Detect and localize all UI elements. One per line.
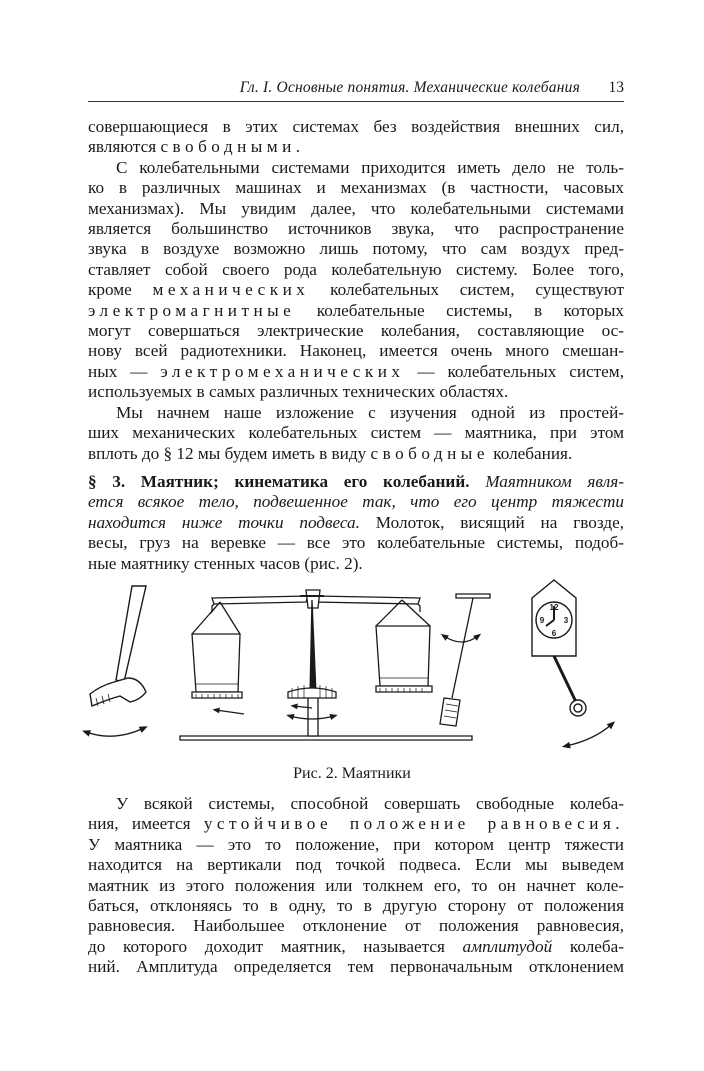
- clock-numeral: 3: [563, 616, 569, 625]
- clock-numeral: 9: [539, 616, 545, 625]
- chapter-title: Гл. I. Основные понятия. Механические колебания: [239, 79, 580, 96]
- text-line: вплоть до § 12 мы будем иметь в виду свободные колебания.: [88, 443, 573, 463]
- text-line: весы, груз на веревке — все это колебательные системы, подоб-: [88, 533, 624, 553]
- figure-caption: Рис. 2. Маятники: [293, 765, 411, 782]
- text-line: [88, 472, 624, 492]
- spaced-term: свободными.: [160, 137, 305, 157]
- paragraph: [88, 158, 624, 403]
- clock-numeral: 12: [549, 603, 559, 612]
- text-line: кроме механических колебательных систем, существуют: [88, 280, 624, 300]
- text-line: электромагнитные колебательные системы, в которых: [88, 300, 624, 320]
- clock-numeral: 6: [551, 629, 557, 638]
- text-line: находится на вертикали под точкой подвеса. Если мы выведем: [88, 855, 624, 875]
- text-line: до которого доходит маятник, называется амплитудой колеба-: [88, 936, 624, 956]
- definition-text: ется всякое тело, подвешенное так, что его центр тяжести: [88, 492, 624, 512]
- text-line: равновесия. Наибольшее отклонение от положения равновесия,: [88, 916, 624, 936]
- text-line: Мы начнем наше изложение с изучения одной из простей-: [116, 402, 624, 422]
- section-paragraph: [88, 472, 624, 574]
- section-heading: § 3. Маятник; кинематика его колебаний.: [88, 471, 470, 491]
- text-line: могут совершаться электрические колебания, составляющие ос-: [88, 321, 624, 341]
- spaced-term: механических: [152, 280, 310, 300]
- lower-text-block: [88, 794, 624, 978]
- hammer-pendulum: [86, 586, 146, 736]
- text-line: С колебательными системами приходится иметь дело не толь-: [116, 157, 624, 177]
- running-header: [88, 75, 624, 102]
- wall-clock: [532, 580, 612, 746]
- text-line: ний. Амплитуда определяется тем первоначальным отклонением: [88, 957, 624, 977]
- spaced-term: устойчивое положение равновесия.: [203, 814, 625, 834]
- text-line: механизмах). Мы увидим далее, что колебательными системами: [88, 198, 624, 218]
- definition-text: Маятником явля-: [485, 471, 625, 491]
- text-line: находится ниже точки подвеса. Молоток, висящий на гвозде,: [88, 512, 624, 532]
- weight-pendulum: [440, 594, 490, 726]
- text-line: звука в воздухе возможно лишь потому, что сам воздух пред-: [88, 239, 624, 259]
- definition-text: находится ниже точки подвеса.: [88, 512, 360, 532]
- text-line: ставляет собой своего рода колебательную систему. Более того,: [88, 259, 624, 279]
- spaced-term: электромагнитные: [88, 300, 296, 320]
- text-line: совершающиеся в этих системах без воздействия внешних сил,: [88, 117, 624, 136]
- paragraph: [88, 117, 624, 158]
- text-line: У маятника — это то положение, при котором центр тяжести: [88, 834, 624, 854]
- text-line: ные маятнику стенных часов (рис. 2).: [88, 553, 363, 573]
- spaced-term: электромеханических: [160, 361, 405, 381]
- spaced-term: свободные: [370, 443, 489, 463]
- text-line: используемых в самых различных технических областях.: [88, 382, 509, 402]
- text-line: являются свободными.: [88, 137, 305, 157]
- balance-scale: [180, 590, 472, 740]
- figure-pendulums: [80, 574, 632, 760]
- text-line: ных — электромеханических — колебательных систем,: [88, 361, 624, 381]
- text-line: нову всей радиотехники. Наконец, имеется очень много смешан-: [88, 341, 624, 361]
- text-line: У всякой системы, способной совершать свободные колеба-: [116, 794, 624, 813]
- text-line: маятник из этого положения или толкнем его, то он начнет коле-: [88, 875, 624, 895]
- text-line: является большинство источников звука, что распространение: [88, 219, 624, 239]
- upper-text-block: [88, 117, 624, 574]
- term-amplitude: амплитудой: [462, 936, 553, 956]
- text-line: баться, отклоняясь то в одну, то в другую сторону от положения: [88, 896, 624, 916]
- paragraph: [88, 794, 624, 978]
- page-number: 13: [608, 79, 624, 96]
- pendulums-illustration: [80, 574, 632, 760]
- text-line: ко в различных машинах и механизмах (в частности, часовых: [88, 178, 624, 198]
- text-line: ших механических колебательных систем — маятника, при этом: [88, 423, 624, 443]
- paragraph: [88, 403, 624, 464]
- text-line: ния, имеется устойчивое положение равновесия.: [88, 814, 625, 834]
